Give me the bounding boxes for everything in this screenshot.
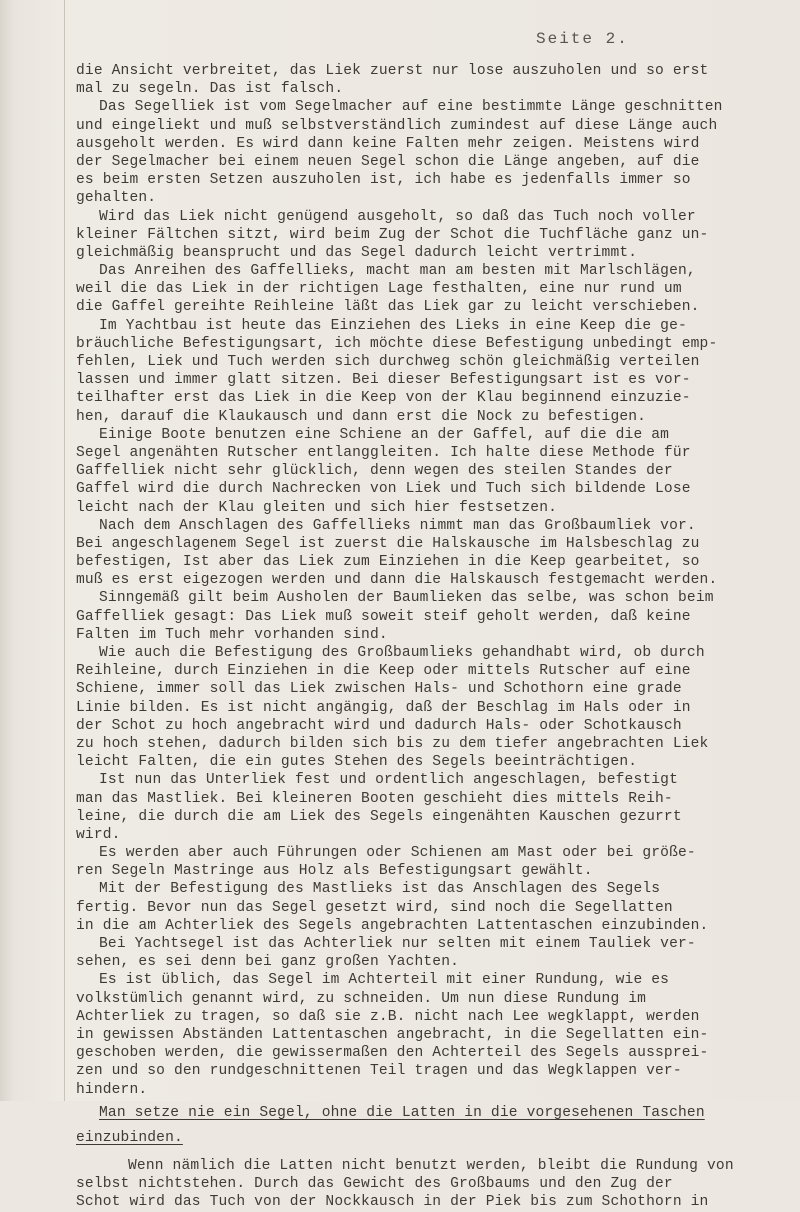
- text-line: Bei Yachtsegel ist das Achterliek nur selten mit einem Tauliek ver-: [99, 936, 696, 952]
- text-line: Schiene, immer soll das Liek zwischen Hals- und Schothorn eine grade: [76, 681, 682, 698]
- text-line: leicht Falten, die ein gutes Stehen des Segels beeinträchtigen.: [76, 754, 638, 771]
- text-line: hen, darauf die Klaukausch und dann erst die Nock zu befestigen.: [76, 408, 647, 425]
- text-line: Wird das Liek nicht genügend ausgeholt, so daß das Tuch noch voller: [99, 208, 696, 225]
- text-line: zu hoch stehen, dadurch bilden sich bis zu dem tiefer angebrachten Liek: [76, 735, 709, 752]
- body-text: [76, 62, 792, 1212]
- text-line: Das Segelliek ist vom Segelmacher auf eine bestimmte Länge geschnitten: [99, 99, 723, 116]
- text-line: befestigen, Ist aber das Liek zum Einziehen in die Keep gearbeitet, so: [76, 554, 700, 571]
- text-line: wird.: [76, 826, 121, 843]
- text-line: Einige Boote benutzen eine Schiene an der Gaffel, auf die die am: [99, 426, 670, 443]
- text-line: Gaffelliek gesagt: Das Liek muß soweit steif geholt werden, daß keine: [76, 608, 691, 625]
- binding-margin-line: [64, 0, 65, 1101]
- text-line: Wie auch die Befestigung des Großbaumlieks gehandhabt wird, ob durch: [99, 645, 705, 661]
- text-line: zen und so den rundgeschnittenen Teil tragen und das Wegklappen ver-: [76, 1063, 682, 1080]
- text-line: die Gaffel gereihte Reihleine läßt das Liek gar zu leicht verschieben.: [76, 299, 700, 316]
- text-line: selbst nichtstehen. Durch das Gewicht des Großbaums und den Zug der: [76, 1176, 673, 1193]
- text-line: Achterliek zu tragen, so daß sie z.B. nicht nach Lee wegklappt, werden: [76, 1008, 700, 1025]
- text-line: Wenn nämlich die Latten nicht benutzt werden, bleibt die Rundung von: [128, 1158, 734, 1175]
- text-line: Es werden aber auch Führungen oder Schienen am Mast oder bei größe-: [99, 845, 696, 862]
- text-line: die Ansicht verbreitet, das Liek zuerst nur lose auszuholen und so erst: [76, 63, 709, 79]
- text-line: ausgeholt werden. Es wird dann keine Falten mehr zeigen. Meistens wird: [76, 135, 700, 152]
- text-line: geschoben werden, die gewissermaßen den Achterteil des Segels aussprei-: [76, 1045, 709, 1062]
- text-line: muß es erst eigezogen werden und dann die Halskausch festgemacht werden.: [76, 572, 718, 589]
- text-line: bräuchliche Befestigungsart, ich möchte diese Befestigung unbedingt emp-: [76, 335, 718, 352]
- text-line: Linie bilden. Es ist nicht angängig, daß der Beschlag im Hals oder in: [76, 699, 691, 716]
- text-line: kleiner Fältchen sitzt, wird beim Zug der Schot die Tuchfläche ganz un-: [76, 226, 709, 243]
- text-line: fehlen, Liek und Tuch werden sich durchweg schön gleichmäßig verteilen: [76, 354, 700, 370]
- text-line: ren Segeln Mastringe aus Holz als Befestigungsart gewählt.: [76, 863, 593, 880]
- text-line: es beim ersten Setzen auszuholen ist, ich habe es jedenfalls immer so: [76, 172, 691, 189]
- text-line: gleichmäßig beansprucht und das Segel dadurch leicht vertrimmt.: [76, 244, 638, 261]
- text-line: teilhafter erst das Liek in die Keep von der Klau beginnend einzuzie-: [76, 390, 691, 407]
- text-line: volkstümlich genannt wird, zu schneiden. Um nun diese Rundung im: [76, 990, 647, 1007]
- text-line: Ist nun das Unterliek fest und ordentlich angeschlagen, befestigt: [99, 772, 678, 789]
- text-line: Im Yachtbau ist heute das Einziehen des Lieks in eine Keep die ge-: [99, 317, 687, 334]
- text-line: Gaffelliek nicht sehr glücklich, denn wegen des steilen Standes der: [76, 463, 673, 480]
- page-number: Seite 2.: [536, 30, 629, 48]
- text-line: leicht nach der Klau gleiten und sich hier festsetzen.: [76, 499, 558, 516]
- text-line: Falten im Tuch mehr vorhanden sind.: [76, 626, 388, 643]
- text-line: man das Mastliek. Bei kleineren Booten geschieht dies mittels Reih-: [76, 790, 673, 807]
- text-line: der Schot zu hoch angebracht wird und dadurch Hals- oder Schotkausch: [76, 717, 682, 734]
- text-line: einzubinden.: [76, 1129, 183, 1146]
- text-line: Gaffel wird die durch Nachrecken von Liek und Tuch sich bildende Lose: [76, 481, 691, 498]
- text-line: in gewissen Abständen Lattentaschen angebracht, in die Segellatten ein-: [76, 1026, 709, 1043]
- text-line: Segel angenähten Rutscher entlanggleiten. Ich halte diese Methode für: [76, 444, 691, 461]
- text-line: mal zu segeln. Das ist falsch.: [76, 81, 344, 98]
- text-line: Sinngemäß gilt beim Ausholen der Baumlieken das selbe, was schon beim: [99, 590, 714, 607]
- text-line: fertig. Bevor nun das Segel gesetzt wird, sind noch die Segellatten: [76, 899, 673, 916]
- text-line: Bei angeschlagenem Segel ist zuerst die Halskausche im Halsbeschlag zu: [76, 535, 700, 552]
- text-line: leine, die durch die am Liek des Segels eingenähten Kauschen gezurrt: [76, 808, 682, 825]
- text-line: Man setze nie ein Segel, ohne die Latten in die vorgesehenen Taschen: [99, 1104, 705, 1121]
- text-line: der Segelmacher bei einem neuen Segel schon die Länge angeben, auf die: [76, 153, 700, 170]
- text-line: Nach dem Anschlagen des Gaffellieks nimmt man das Großbaumliek vor.: [99, 517, 696, 534]
- text-line: und eingeliekt und muß selbstverständlich zumindest auf diese Länge auch: [76, 117, 718, 134]
- text-line: lassen und immer glatt sitzen. Bei dieser Befestigungsart ist es vor-: [76, 372, 691, 389]
- text-line: gehalten.: [76, 190, 157, 207]
- text-line: Es ist üblich, das Segel im Achterteil mit einer Rundung, wie es: [99, 972, 670, 989]
- text-line: sehen, es sei denn bei ganz großen Yachten.: [76, 954, 460, 971]
- text-line: Reihleine, durch Einziehen in die Keep oder mittels Rutscher auf eine: [76, 663, 691, 680]
- text-line: weil die das Liek in der richtigen Lage festhalten, eine nur rund um: [76, 281, 682, 298]
- text-line: Schot wird das Tuch von der Nockkausch in der Piek bis zum Schothorn in: [76, 1194, 709, 1211]
- text-line: hindern.: [76, 1081, 148, 1098]
- text-line: Das Anreihen des Gaffellieks, macht man am besten mit Marlschlägen,: [99, 263, 696, 280]
- text-line: in die am Achterliek des Segels angebrachten Lattentaschen einzubinden.: [76, 917, 709, 934]
- text-line: Mit der Befestigung des Mastlieks ist das Anschlagen des Segels: [99, 881, 661, 898]
